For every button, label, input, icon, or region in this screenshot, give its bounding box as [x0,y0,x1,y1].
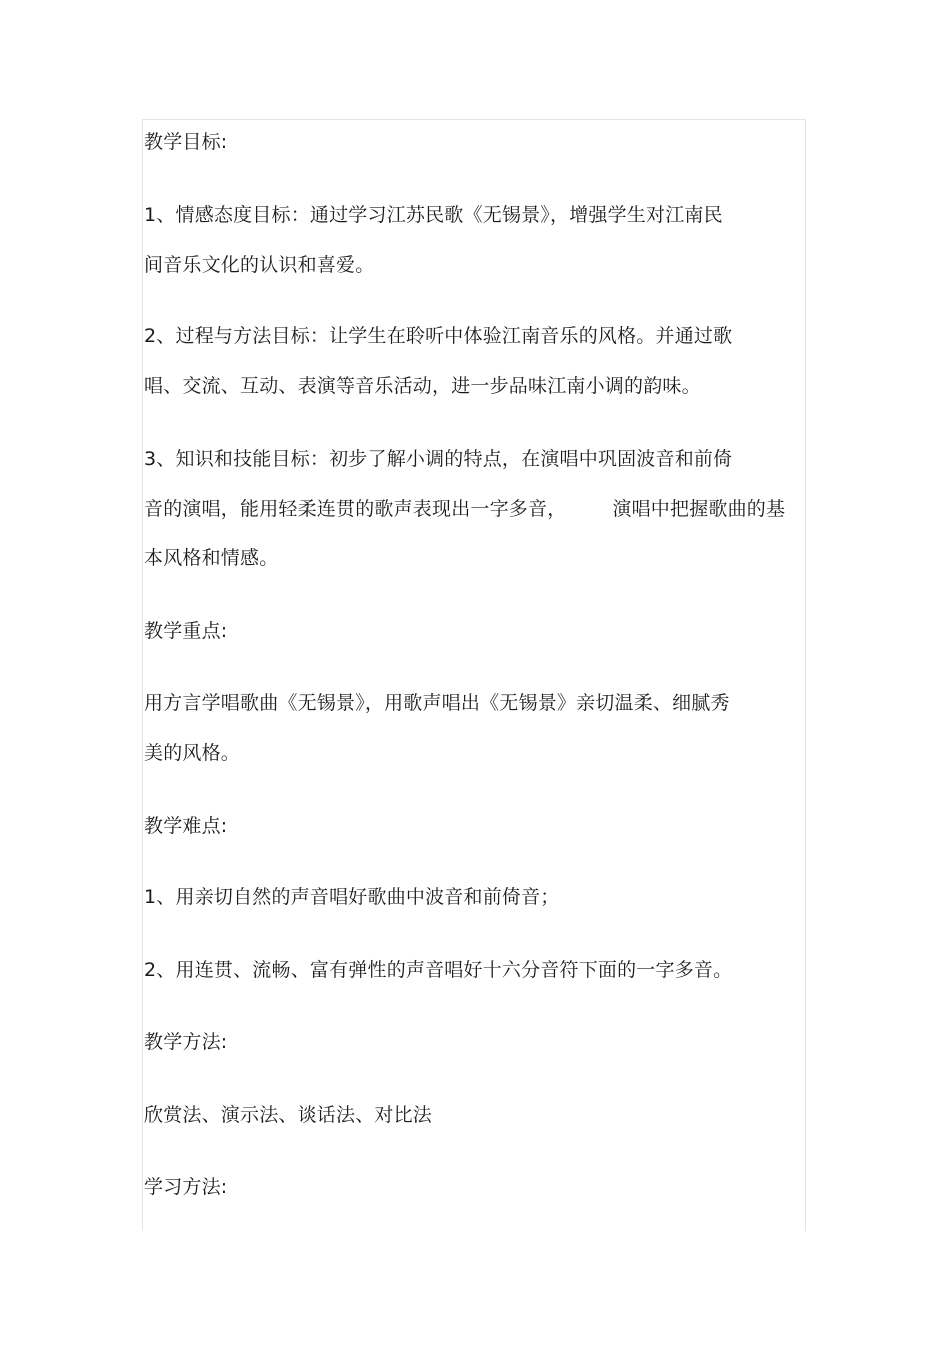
objective-2-line-2: 唱、交流、互动、表演等音乐活动，进一步品味江南小调的韵味。 [144,375,701,397]
page-frame [142,119,806,1231]
objective-3-line-2 [144,497,785,521]
objective-3-line-3: 本风格和情感。 [144,547,279,569]
key-point-line-1: 用方言学唱歌曲《无锡景》，用歌声唱出《无锡景》亲切温柔、细腻秀 [144,692,730,714]
heading-difficulties: 教学难点: [144,815,228,837]
difficulty-1: 1、用亲切自然的声音唱好歌曲中波音和前倚音； [144,886,560,908]
objective-3-line-2-part-b: 演唱中把握歌曲的基 [612,498,786,520]
teaching-methods: 欣赏法、演示法、谈话法、对比法 [144,1104,433,1126]
difficulty-2: 2、用连贯、流畅、富有弹性的声音唱好十六分音符下面的一字多音。 [144,959,733,981]
objective-1-line-1: 1、情感态度目标：通过学习江苏民歌《无锡景》，增强学生对江南民 [144,204,723,226]
heading-learning-methods: 学习方法: [144,1176,228,1198]
objective-3-line-1: 3、知识和技能目标：初步了解小调的特点，在演唱中巩固波音和前倚 [144,448,733,470]
key-point-line-2: 美的风格。 [144,742,241,764]
heading-teaching-methods: 教学方法: [144,1031,228,1053]
objective-1-line-2: 间音乐文化的认识和喜爱。 [144,254,375,276]
objective-2-line-1: 2、过程与方法目标：让学生在聆听中体验江南音乐的风格。并通过歌 [144,325,733,347]
heading-key-points: 教学重点: [144,620,228,642]
heading-objectives: 教学目标: [144,131,228,153]
objective-3-line-2-part-a: 音的演唱，能用轻柔连贯的歌声表现出一字多音， [144,498,567,520]
